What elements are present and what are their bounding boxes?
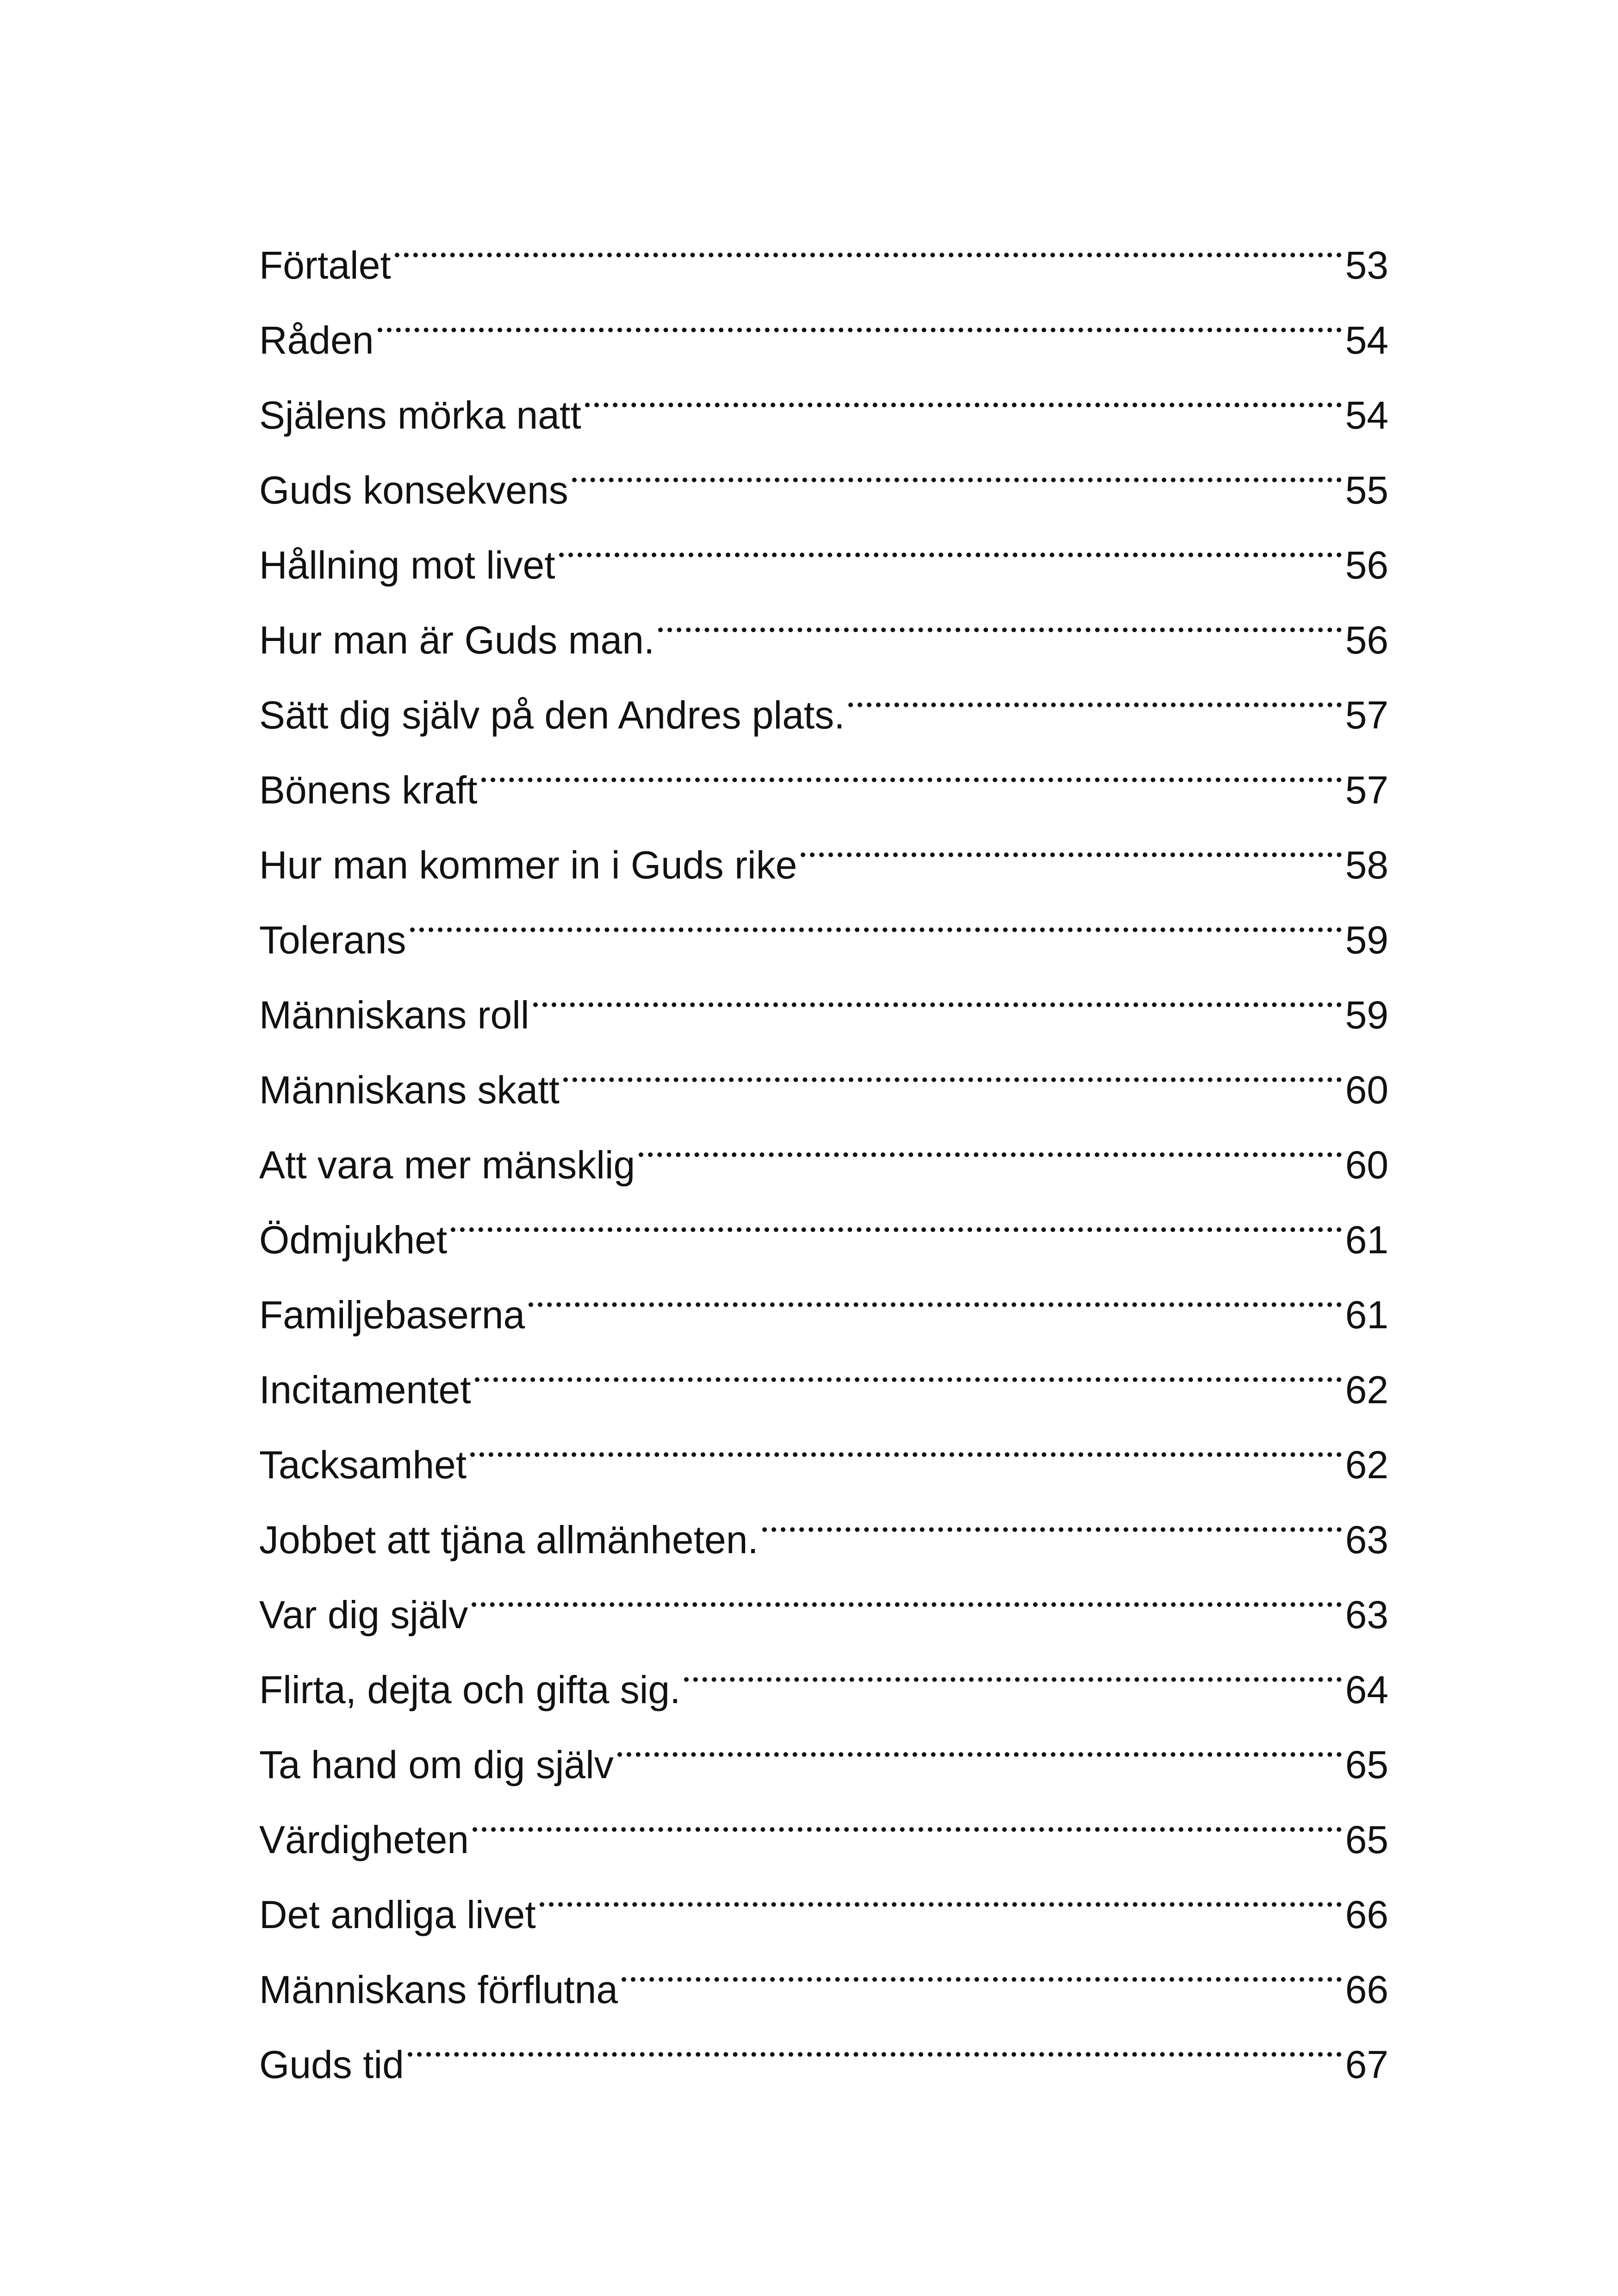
toc-entry-page: 59 bbox=[1345, 918, 1388, 962]
toc-entry-page: 56 bbox=[1345, 618, 1388, 662]
toc-entry-title: Var dig själv bbox=[259, 1593, 468, 1636]
toc-entry-title: Det andliga livet bbox=[259, 1893, 536, 1936]
toc-entry-page: 62 bbox=[1345, 1443, 1388, 1487]
toc-dot-leader bbox=[639, 1103, 1341, 1178]
toc-entry-title: Tacksamhet bbox=[259, 1443, 467, 1487]
toc-dot-leader bbox=[848, 653, 1341, 728]
toc-entry-title: Själens mörka natt bbox=[259, 393, 581, 437]
toc-entry-title: Incitamentet bbox=[259, 1368, 471, 1412]
toc-entry-page: 60 bbox=[1345, 1143, 1388, 1187]
toc-entry-title: Människans förflutna bbox=[259, 1968, 618, 2011]
toc-dot-leader bbox=[533, 953, 1342, 1028]
toc-entry bbox=[259, 2003, 1388, 2086]
toc-entry-page: 56 bbox=[1345, 543, 1388, 587]
toc-dot-leader bbox=[658, 579, 1341, 653]
toc-entry bbox=[259, 953, 1388, 1037]
toc-entry-title: Jobbet att tjäna allmänheten. bbox=[259, 1518, 759, 1562]
toc-entry-page: 67 bbox=[1345, 2043, 1388, 2086]
toc-entry bbox=[259, 878, 1388, 962]
toc-entry-page: 53 bbox=[1345, 243, 1388, 287]
toc-entry-title: Människans skatt bbox=[259, 1068, 560, 1112]
toc-dot-leader bbox=[762, 1478, 1342, 1553]
toc-entry-page: 63 bbox=[1345, 1518, 1388, 1562]
toc-entry-page: 66 bbox=[1345, 1893, 1388, 1936]
toc-entry-title: Förtalet bbox=[259, 243, 391, 287]
toc-entry-page: 54 bbox=[1345, 318, 1388, 362]
toc-entry-title: Ta hand om dig själv bbox=[259, 1743, 614, 1786]
toc-dot-leader bbox=[559, 504, 1342, 579]
toc-entry-page: 54 bbox=[1345, 393, 1388, 437]
toc-entry-title: Hållning mot livet bbox=[259, 543, 555, 587]
toc-entry-page: 66 bbox=[1345, 1968, 1388, 2011]
toc-entry-title: Hur man är Guds man. bbox=[259, 618, 655, 662]
toc-entry-title: Guds tid bbox=[259, 2043, 404, 2086]
toc-dot-leader bbox=[378, 279, 1342, 354]
toc-entry-title: Råden bbox=[259, 318, 374, 362]
toc-entry-page: 63 bbox=[1345, 1593, 1388, 1636]
toc-dot-leader bbox=[540, 1853, 1342, 1928]
toc-dot-leader bbox=[408, 2003, 1342, 2078]
toc-dot-leader bbox=[622, 1928, 1341, 2003]
toc-dot-leader bbox=[470, 1403, 1341, 1478]
toc-dot-leader bbox=[563, 1028, 1342, 1103]
toc-entry-title: Värdigheten bbox=[259, 1818, 469, 1861]
toc-dot-leader bbox=[472, 1553, 1341, 1628]
toc-dot-leader bbox=[801, 803, 1341, 878]
toc-entry-title: Guds konsekvens bbox=[259, 468, 568, 512]
toc-dot-leader bbox=[473, 1778, 1342, 1853]
toc-entry bbox=[259, 354, 1388, 437]
toc-dot-leader bbox=[410, 878, 1342, 953]
toc-entry-page: 61 bbox=[1345, 1218, 1388, 1262]
toc-entry-title: Bönens kraft bbox=[259, 768, 478, 812]
toc-dot-leader bbox=[395, 204, 1342, 279]
toc-entry-title: Hur man kommer in i Guds rike bbox=[259, 843, 797, 887]
toc-entry-title: Tolerans bbox=[259, 918, 406, 962]
toc-dot-leader bbox=[617, 1703, 1342, 1778]
toc-entry-page: 64 bbox=[1345, 1668, 1388, 1711]
toc-dot-leader bbox=[684, 1628, 1341, 1703]
toc-dot-leader bbox=[481, 728, 1342, 803]
toc-entry-title: Att vara mer mänsklig bbox=[259, 1143, 635, 1187]
table-of-contents bbox=[259, 204, 1388, 2086]
toc-entry-title: Familjebaserna bbox=[259, 1293, 525, 1337]
toc-dot-leader bbox=[572, 429, 1342, 504]
toc-entry-page: 58 bbox=[1345, 843, 1388, 887]
toc-entry-page: 55 bbox=[1345, 468, 1388, 512]
toc-dot-leader bbox=[529, 1253, 1341, 1328]
toc-entry-page: 60 bbox=[1345, 1068, 1388, 1112]
toc-dot-leader bbox=[585, 354, 1342, 429]
toc-entry-page: 59 bbox=[1345, 993, 1388, 1037]
toc-entry-title: Ödmjukhet bbox=[259, 1218, 448, 1262]
toc-entry-page: 65 bbox=[1345, 1743, 1388, 1786]
toc-entry-title: Sätt dig själv på den Andres plats. bbox=[259, 693, 845, 737]
toc-entry-page: 57 bbox=[1345, 693, 1388, 737]
toc-entry-page: 57 bbox=[1345, 768, 1388, 812]
toc-entry bbox=[259, 279, 1388, 362]
toc-entry-page: 61 bbox=[1345, 1293, 1388, 1337]
toc-entry-title: Flirta, dejta och gifta sig. bbox=[259, 1668, 681, 1711]
toc-entry bbox=[259, 204, 1388, 287]
toc-entry-title: Människans roll bbox=[259, 993, 529, 1037]
toc-entry-page: 65 bbox=[1345, 1818, 1388, 1861]
toc-entry-page: 62 bbox=[1345, 1368, 1388, 1412]
toc-dot-leader bbox=[475, 1328, 1342, 1403]
toc-dot-leader bbox=[451, 1178, 1341, 1253]
